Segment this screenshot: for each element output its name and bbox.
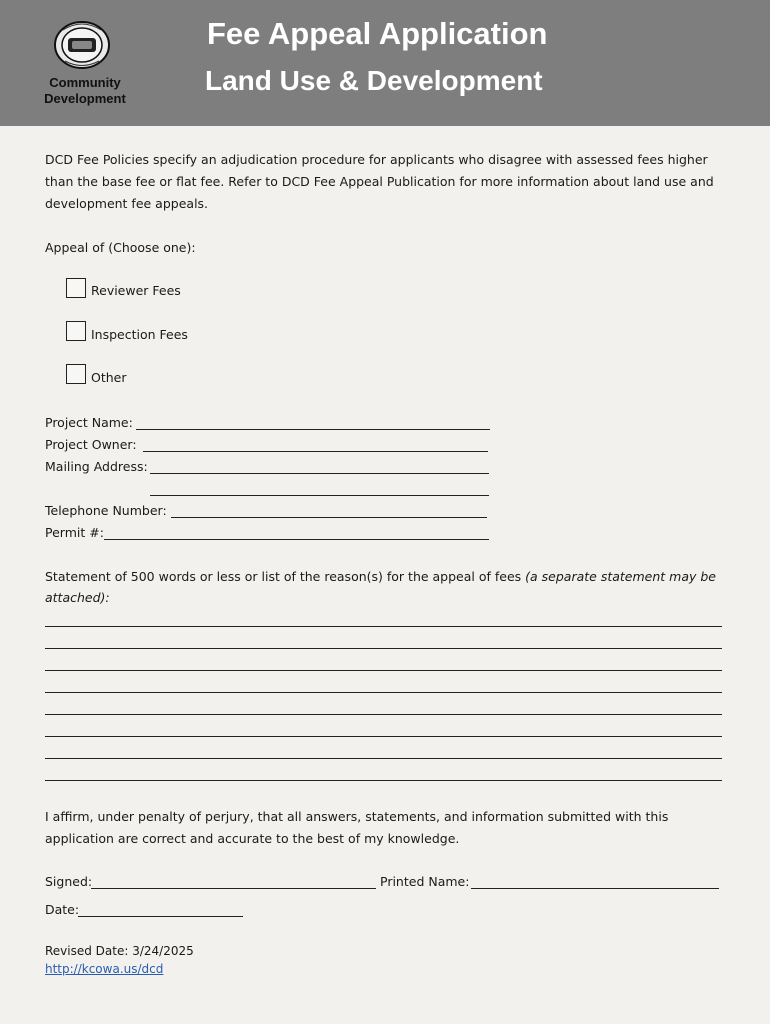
statement-note-cont: attached):	[45, 590, 110, 605]
project-owner-label: Project Owner:	[45, 437, 137, 452]
header-banner	[0, 0, 770, 126]
page-title: Fee Appeal Application	[207, 16, 548, 51]
telephone-label: Telephone Number:	[45, 503, 167, 518]
intro-paragraph: DCD Fee Policies specify an adjudication procedure for applicants who disagree with assessed fees higher than the base fee or flat fee. Refer to DCD Fee Appeal Publication for more information about land use and development fee appeals.	[45, 152, 714, 211]
appeal-prompt: Appeal of (Choose one):	[45, 240, 196, 255]
signature-field[interactable]	[91, 888, 376, 889]
statement-line-8[interactable]	[45, 780, 722, 781]
project-name-label: Project Name:	[45, 415, 133, 430]
county-seal-logo	[53, 20, 111, 70]
statement-line-5[interactable]	[45, 714, 722, 715]
mailing-address-field-2[interactable]	[150, 495, 489, 496]
date-field[interactable]	[78, 916, 243, 917]
statement-line-6[interactable]	[45, 736, 722, 737]
logo-org-line2: Development	[44, 91, 126, 106]
statement-note: (a separate statement may be	[525, 569, 716, 584]
checkbox-other[interactable]	[66, 364, 86, 384]
logo-org-name	[30, 75, 140, 107]
project-owner-field[interactable]	[143, 451, 488, 452]
statement-line-2[interactable]	[45, 648, 722, 649]
statement-line-7[interactable]	[45, 758, 722, 759]
statement-line-1[interactable]	[45, 626, 722, 627]
logo-org-line1: Community	[49, 75, 121, 90]
permit-field[interactable]	[104, 539, 489, 540]
statement-line-4[interactable]	[45, 692, 722, 693]
checkbox-reviewer-fees[interactable]	[66, 278, 86, 298]
page-subtitle: Land Use & Development	[205, 65, 543, 96]
permit-label: Permit #:	[45, 525, 104, 540]
option-label-other: Other	[91, 370, 127, 385]
printed-name-field[interactable]	[471, 888, 719, 889]
revised-date: Revised Date: 3/24/2025	[45, 944, 194, 958]
mailing-address-field-1[interactable]	[150, 473, 489, 474]
signed-label: Signed:	[45, 874, 93, 889]
website-link[interactable]: http://kcowa.us/dcd	[45, 962, 164, 976]
option-label-inspection-fees: Inspection Fees	[91, 327, 188, 342]
project-name-field[interactable]	[136, 429, 490, 430]
checkbox-inspection-fees[interactable]	[66, 321, 86, 341]
statement-line-3[interactable]	[45, 670, 722, 671]
printed-name-label: Printed Name:	[380, 874, 470, 889]
mailing-address-label: Mailing Address:	[45, 459, 148, 474]
statement-text: Statement of 500 words or less or list of the reason(s) for the appeal of fees	[45, 569, 522, 584]
telephone-field[interactable]	[171, 517, 487, 518]
date-label: Date:	[45, 902, 80, 917]
statement-prompt	[45, 566, 716, 588]
affirmation-text: I affirm, under penalty of perjury, that all answers, statements, and information submitted with this application are correct and accurate to the best of my knowledge.	[45, 809, 669, 846]
option-label-reviewer-fees: Reviewer Fees	[91, 283, 181, 298]
